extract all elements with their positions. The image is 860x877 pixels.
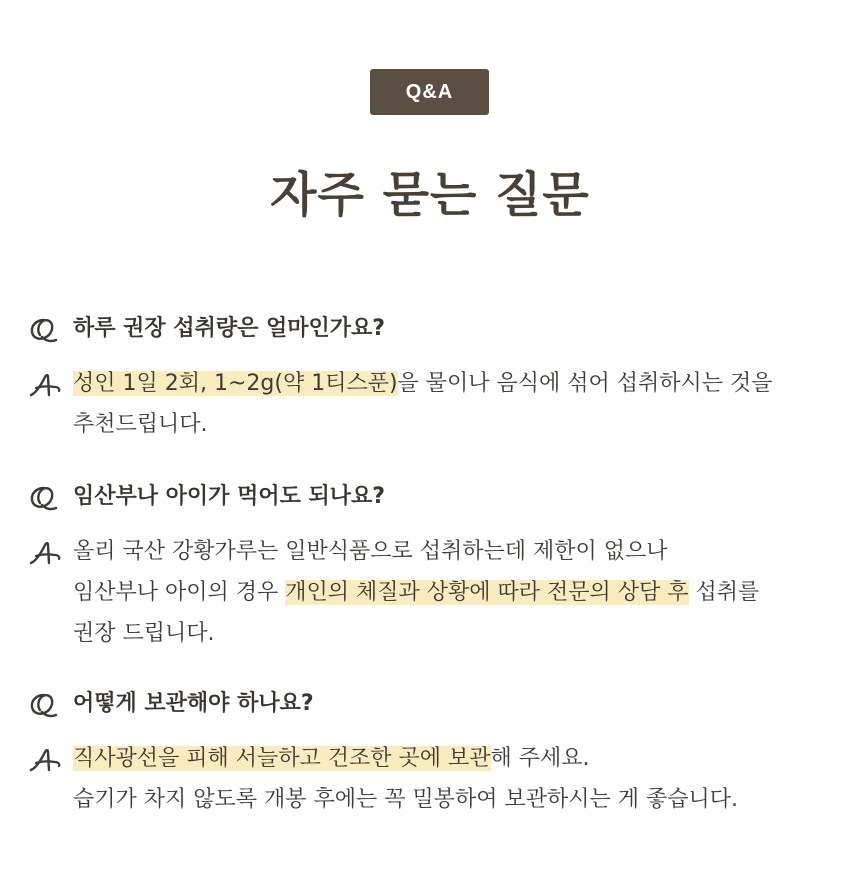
answer-highlight: 직사광선을 피해 서늘하고 건조한 곳에 보관 (73, 746, 491, 771)
faq-item-2 (28, 482, 828, 654)
answer-line (73, 363, 828, 404)
answer-text: 올리 국산 강황가루는 일반식품으로 섭취하는데 제한이 없으나 (73, 539, 668, 564)
q-script-icon (28, 482, 64, 512)
answer-text: 습기가 차지 않도록 개봉 후에는 꼭 밀봉하여 보관하시는 게 좋습니다. (73, 787, 738, 812)
answer-text: 을 물이나 음식에 섞어 섭취하시는 것을 (397, 371, 773, 396)
page-title: 자주 묻는 질문 (270, 167, 590, 223)
faq-answer-row (28, 738, 828, 820)
faq-answer (73, 531, 828, 654)
answer-line (73, 572, 828, 613)
answer-line (73, 738, 828, 779)
a-script-icon (28, 744, 64, 774)
faq-question-row (28, 314, 828, 344)
faq-question-row (28, 482, 828, 512)
qa-badge (370, 69, 489, 115)
answer-highlight: 개인의 체질과 상황에 따라 전문의 상담 후 (285, 580, 689, 605)
faq-question: 임산부나 아이가 먹어도 되나요? (73, 484, 386, 509)
a-script-icon (28, 369, 64, 399)
faq-answer-row (28, 531, 828, 654)
answer-highlight: 성인 1일 2회, 1~2g(약 1티스푼) (73, 371, 398, 396)
faq-answer-row (28, 363, 828, 445)
answer-text: 임산부나 아이의 경우 (73, 580, 286, 605)
qa-badge-label: Q&A (405, 80, 454, 103)
answer-line (73, 531, 828, 572)
answer-line (73, 613, 828, 654)
answer-text: 섭취를 (688, 580, 760, 605)
answer-text: 추천드립니다. (73, 412, 208, 437)
faq-item-1 (28, 314, 828, 445)
faq-answer (73, 738, 828, 820)
answer-text: 권장 드립니다. (73, 621, 215, 646)
answer-line (73, 404, 828, 445)
faq-question-row (28, 689, 828, 719)
faq-answer (73, 363, 828, 445)
faq-question: 하루 권장 섭취량은 얼마인가요? (73, 316, 386, 341)
faq-item-3 (28, 689, 828, 820)
q-script-icon (28, 314, 64, 344)
q-script-icon (28, 689, 64, 719)
answer-text: 해 주세요. (490, 746, 590, 771)
answer-line (73, 779, 828, 820)
a-script-icon (28, 537, 64, 567)
faq-question: 어떻게 보관해야 하나요? (73, 691, 314, 716)
